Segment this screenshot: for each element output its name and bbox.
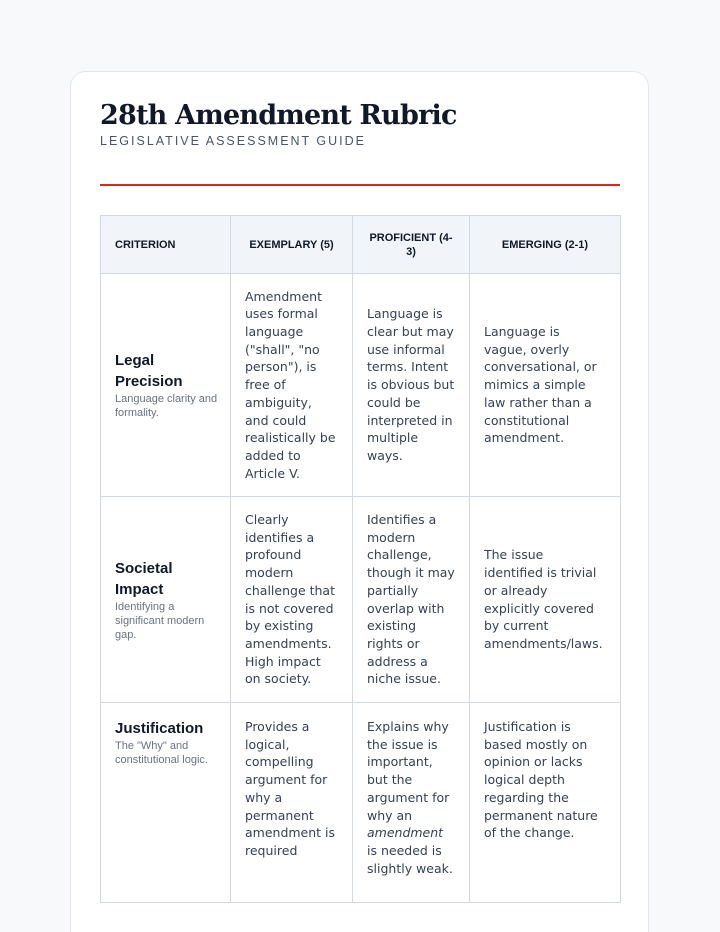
criterion-name: Justification xyxy=(115,720,204,737)
title-divider xyxy=(100,184,620,186)
criterion-description: The "Why" and constitutional logic. xyxy=(115,740,208,766)
exemplary-cell: Clearly identifies a profound modern challenge that is not covered by existing amendments. High impact on society. xyxy=(231,497,353,703)
criterion-cell xyxy=(101,703,231,903)
page-subtitle: LEGISLATIVE ASSESSMENT GUIDE xyxy=(100,134,367,148)
proficient-cell: Language is clear but may use informal terms. Intent is obvious but could be interpreted in multiple ways. xyxy=(353,274,470,497)
table-row xyxy=(101,703,621,903)
column-header-proficient: PROFICIENT (4-3) xyxy=(353,216,470,274)
exemplary-cell: Amendment uses formal language ("shall", "no person"), is free of ambiguity, and could realistically be added to Article V. xyxy=(231,274,353,497)
criterion-name: Societal Impact xyxy=(115,559,173,598)
emerging-cell: Language is vague, overly conversational, or mimics a simple law rather than a constitutional amendment. xyxy=(470,274,621,497)
criterion-description: Language clarity and formality. xyxy=(115,393,218,419)
proficient-cell xyxy=(353,703,470,903)
column-header-criterion: CRITERION xyxy=(101,216,231,274)
emerging-cell: The issue identified is trivial or already explicitly covered by current amendments/laws. xyxy=(470,497,621,703)
criterion-cell xyxy=(101,274,231,497)
table-row xyxy=(101,274,621,497)
emerging-cell: Justification is based mostly on opinion or lacks logical depth regarding the permanent nature of the change. xyxy=(470,703,621,903)
table-row xyxy=(101,497,621,703)
criterion-description: Identifying a significant modern gap. xyxy=(115,600,205,641)
column-header-exemplary: EXEMPLARY (5) xyxy=(231,216,353,274)
criterion-name: Legal Precision xyxy=(115,352,183,390)
table-header-row xyxy=(101,216,621,274)
proficient-emphasis: amendment xyxy=(367,825,444,841)
criterion-cell xyxy=(101,497,231,703)
exemplary-cell: Provides a logical, compelling argument for why a permanent amendment is required xyxy=(231,703,353,903)
rubric-card xyxy=(70,71,649,932)
proficient-text-end: is needed is slightly weak. xyxy=(367,842,453,876)
rubric-table xyxy=(100,215,621,903)
column-header-emerging: EMERGING (2-1) xyxy=(470,216,621,274)
proficient-text-start: Explains why the issue is important, but the argument for why an xyxy=(367,719,450,823)
proficient-cell: Identifies a modern challenge, though it may partially overlap with existing rights or address a niche issue. xyxy=(353,497,470,703)
page-title: 28th Amendment Rubric xyxy=(100,100,457,131)
